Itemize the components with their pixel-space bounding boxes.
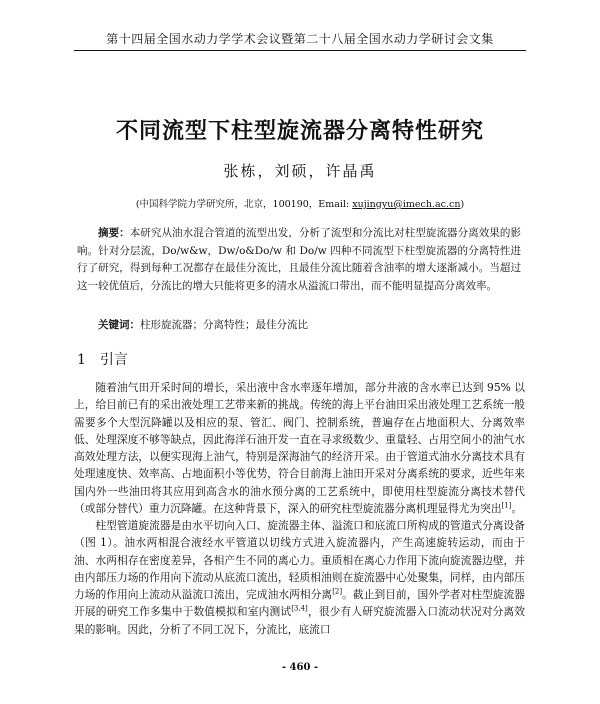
paragraph-2-middle: 。截止到目前，国外学者对柱型旋流器开展的研究工作多集中于数值模拟和室内测试 — [74, 588, 525, 619]
keywords-text: 柱形旋流器；分离特性；最佳分流比 — [140, 319, 308, 331]
running-header: 第十四届全国水动力学学术会议暨第二十八届全国水动力学研讨会文集 — [106, 32, 494, 46]
keywords-block — [77, 317, 521, 334]
section-title: 引言 — [99, 352, 128, 368]
body-paragraph-2 — [74, 517, 525, 638]
affiliation-text: (中国科学院力学研究所，北京，100190，Email: — [135, 199, 350, 210]
citation-ref-2: [2] — [332, 587, 343, 596]
author-list: 张栋，刘硕，许晶禹 — [223, 162, 377, 180]
paragraph-2-text: 柱型管道旋流器是由水平切向入口、旋流器主体、溢流口和底流口所构成的管道式分离设备（图 1）。油水两相混合液经水平管道以切线方式进入旋流器内，产生高速旋转运动，而由于油、水两相存在密度差异，各相产生不同的离心力。重质相在离心力作用下流向旋流器边壁，并由内部压力场的作用向下流动从底流口流出，轻质相油则在旋流器中心处聚集，同样，由内部压力场的作用向上流动从溢流口流出，完成油水两相分离 — [74, 519, 525, 601]
abstract-label: 摘要： — [98, 227, 130, 239]
paper-title: 不同流型下柱型旋流器分离特性研究 — [115, 119, 484, 144]
section-heading — [77, 349, 128, 369]
header-rule — [74, 50, 526, 51]
citation-ref-1: [1] — [501, 501, 512, 510]
body-text — [74, 379, 525, 638]
affiliation-end: ) — [460, 199, 465, 210]
author-email: xujingyu@imech.ac.cn — [352, 199, 461, 210]
paragraph-1-end: 。 — [511, 501, 523, 515]
page-number: - 460 - — [281, 662, 319, 673]
citation-ref-3: [3,4] — [291, 604, 308, 613]
paragraph-2-end: ，很少有人研究旋流器入口流动状况对分离效果的影响。因此，分析了不同工况下，分流比，底流口 — [74, 605, 525, 636]
paragraph-1-text: 随着油气田开采时间的增长，采出液中含水率逐年增加，部分井液的含水率已达到 95% 以上，给目前已有的采出液处理工艺带来新的挑战。传统的海上平台油田采出液处理工艺系统一般需要多个大型沉降罐以及相应的泵、管汇、阀门、控制系统，普遍存在占地面积大、分离效率低、处理深度不够等缺点，因此海洋石油开发一直在寻求级数少、重量轻、占用空间小的油气水高效处理方法，以便实现海上油气，特别是深海油气的经济开采。由于管道式油水分离技术具有处理速度快、效率高、占地面积小等优势，符合目前海上油田开采对分离系统的要求，近些年来国内外一些油田将其应用到高含水的油水预分离的工艺系统中，即使用柱型旋流分离技术替代（或部分替代）重力沉降罐。在这种背景下，深入的研究柱型旋流器分离机理显得尤为突出 — [74, 381, 525, 515]
abstract-text: 本研究从油水混合管道的流型出发，分析了流型和分流比对柱型旋流器分离效果的影响。针对分层流，Do/w&w，Dw/o&Do/w 和 Do/w 四种不同流型下柱型旋流器的分离特性进行了研究，得到每种工况都存在最佳分流比，且最佳分流比随着含油率的增大逐渐减小。当超过这一较优值后，分流比的增大只能将更多的清水从溢流口带出，而不能明显提高分离效率。 — [77, 227, 522, 292]
abstract-block — [77, 225, 521, 295]
keywords-label: 关键词： — [98, 319, 140, 331]
body-paragraph-1 — [74, 379, 525, 517]
affiliation-line — [0, 196, 600, 210]
section-number: 1 — [77, 352, 86, 368]
